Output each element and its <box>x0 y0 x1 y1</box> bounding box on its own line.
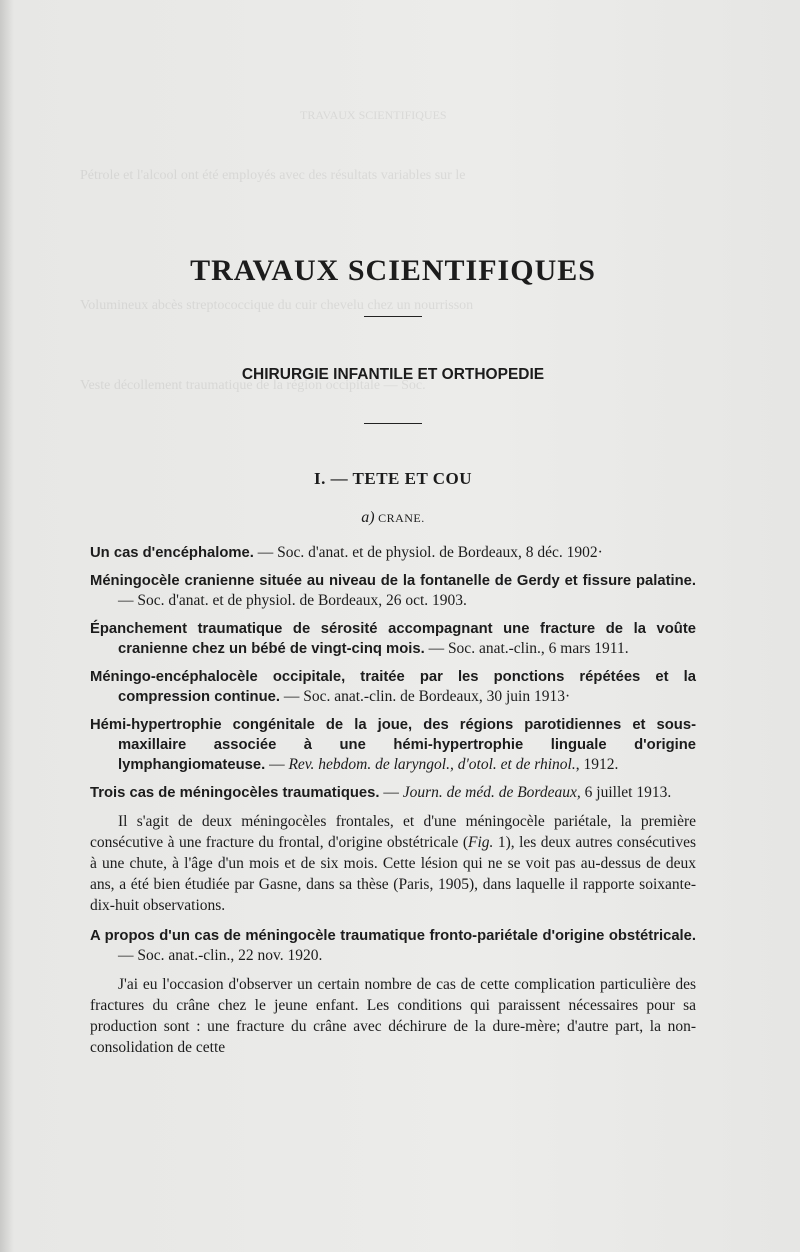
title-rule <box>364 316 422 317</box>
bleed-through-text: TRAVAUX SCIENTIFIQUES <box>300 108 447 122</box>
entry-reference: 6 juillet 1913. <box>580 784 672 801</box>
subsection-title: I. — TETE ET COU <box>313 469 473 488</box>
entry-title: Hémi-hypertrophie congénitale de la joue, des régions parotidiennes et sous-maxillaire associée à une hémi-hypertrophie linguale d'origine lymphangiomateuse. <box>90 717 696 773</box>
bleed-through-text: Volumineux abcès streptococcique du cuir chevelu chez un nourrisson <box>80 298 474 313</box>
entry-reference: — Soc. d'anat. et de physiol. de Bordeaux, 26 oct. 1903. <box>118 592 467 609</box>
entry-title: Un cas d'encéphalome. <box>90 545 254 561</box>
entry-journal: Rev. hebdom. de laryngol., d'otol. et de rhinol. <box>288 756 576 773</box>
bibliography-entry <box>90 783 696 803</box>
entry-reference: , 1912. <box>575 756 619 773</box>
figure-reference: Fig. <box>467 834 494 851</box>
bibliography-entry <box>90 926 696 966</box>
entry-reference-prefix: — <box>379 784 403 801</box>
paragraph-text: 1), les deux autres consécutives à une chute, à l'âge d'un mois et de six mois. Cette lésion qui ne se voit pas au-dessus de deux ans, a été bien étudiée par Gasne, dans sa thèse (Paris, 1905), dans laquelle il rapporte soixante-dix-huit observations. <box>90 834 697 914</box>
section-rule <box>364 423 422 424</box>
entry-reference-prefix: — <box>265 756 289 773</box>
subsubsection-text: CRANE. <box>378 511 425 525</box>
bleed-through-text: Pétrole et l'alcool ont été employés avec des résultats variables sur le <box>80 168 466 183</box>
entry-title: Épanchement traumatique de sérosité accompagnant une fracture de la voûte cranienne chez un bébé de vingt-cinq mois. <box>90 621 696 657</box>
entry-journal: Journ. de méd. de Bordeaux, <box>402 784 581 801</box>
body-paragraph: J'ai eu l'occasion d'observer un certain nombre de cas de cette complication particulière des fractures du crâne chez le jeune enfant. Les conditions qui paraissent nécessaires pour sa production sont : une fracture du crâne avec déchirure de la dure-mère; d'autre part, la non-consolidation de cette <box>90 976 696 1056</box>
paragraph-text: Il s'agit de deux méningocèles frontales, et d'une méningocèle pariétale, la première consécutive à une fracture du frontal, d'origine obstétricale ( <box>90 813 696 851</box>
section-title: CHIRURGIE INFANTILE ET ORTHOPEDIE <box>241 366 545 383</box>
entry-reference: — Soc. anat.-clin. de Bordeaux, 30 juin 1913· <box>279 688 571 705</box>
bibliography-entry <box>90 543 696 563</box>
entry-title: A propos d'un cas de méningocèle traumatique fronto-pariétale d'origine obstétricale. <box>90 928 696 944</box>
page-content <box>90 252 696 1058</box>
entry-reference: — Soc. anat.-clin., 6 mars 1911. <box>424 640 629 657</box>
bibliography-entry <box>90 619 696 659</box>
subsubsection-title <box>90 508 696 529</box>
main-title: TRAVAUX SCIENTIFIQUES <box>190 254 596 287</box>
bibliography-entry <box>90 571 696 611</box>
entry-title: Trois cas de méningocèles traumatiques. <box>90 785 380 801</box>
entry-title: Méningocèle cranienne située au niveau de la fontanelle de Gerdy et fissure palatine. <box>90 573 696 589</box>
entry-reference: — Soc. anat.-clin., 22 nov. 1920. <box>118 947 323 964</box>
body-paragraph <box>90 811 696 916</box>
bibliography-entry <box>90 667 696 707</box>
subsubsection-label: a) <box>361 509 375 526</box>
bleed-through-text: Veste décollement traumatique de la région occipitale — Soc. <box>80 378 426 393</box>
entry-reference: — Soc. d'anat. et de physiol. de Bordeaux, 8 déc. 1902· <box>253 544 603 561</box>
bibliography-entry <box>90 715 696 775</box>
entry-title: Méningo-encéphalocèle occipitale, traitée par les ponctions répétées et la compression continue. <box>90 669 696 705</box>
